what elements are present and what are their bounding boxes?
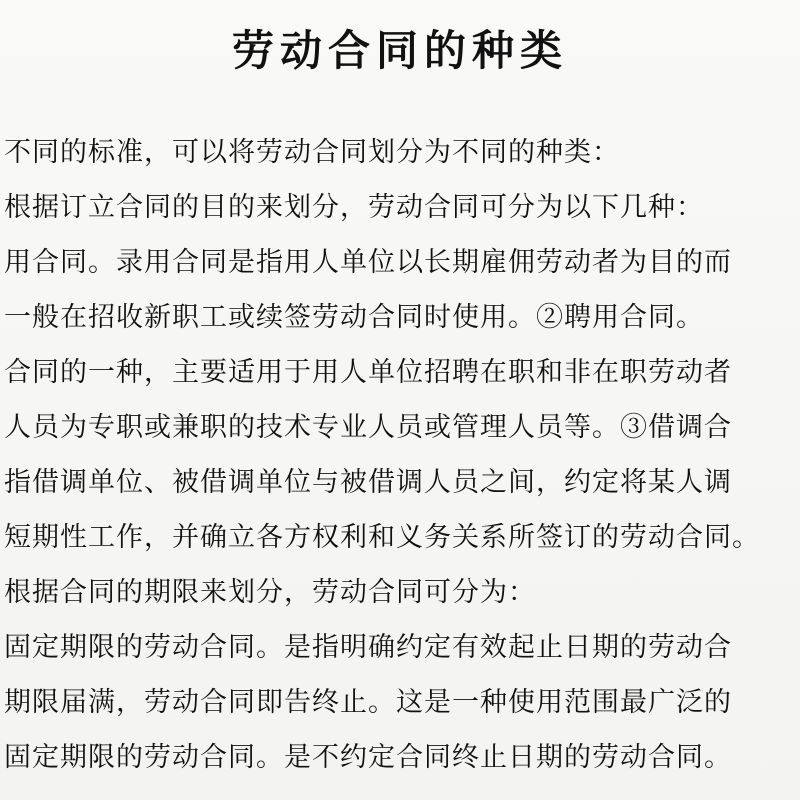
text-line: 根据合同的期限来划分，劳动合同可分为： <box>4 577 536 608</box>
text-line: 期限届满，劳动合同即告终止。这是一种使用范围最广泛的 <box>4 687 732 718</box>
text-line: 指借调单位、被借调单位与被借调人员之间，约定将某人调 <box>4 467 732 498</box>
text-line: 固定期限的劳动合同。是指明确约定有效起止日期的劳动合 <box>4 632 732 663</box>
text-line: 短期性工作，并确立各方权利和义务关系所签订的劳动合同。 <box>4 522 760 553</box>
text-line: 人员为专职或兼职的技术专业人员或管理人员等。③借调合 <box>4 412 732 443</box>
text-line: 合同的一种，主要适用于用人单位招聘在职和非在职劳动者 <box>4 357 732 388</box>
text-line: 固定期限的劳动合同。是不约定合同终止日期的劳动合同。 <box>4 742 732 773</box>
page-title: 劳动合同的种类 <box>231 26 568 75</box>
text-line: 一般在招收新职工或续签劳动合同时使用。②聘用合同。 <box>4 302 704 333</box>
text-line: 不同的标准，可以将劳动合同划分为不同的种类： <box>4 137 620 168</box>
text-line: 用合同。录用合同是指用人单位以长期雇佣劳动者为目的而 <box>4 247 732 278</box>
text-line: 根据订立合同的目的来划分，劳动合同可分为以下几种： <box>4 192 704 223</box>
